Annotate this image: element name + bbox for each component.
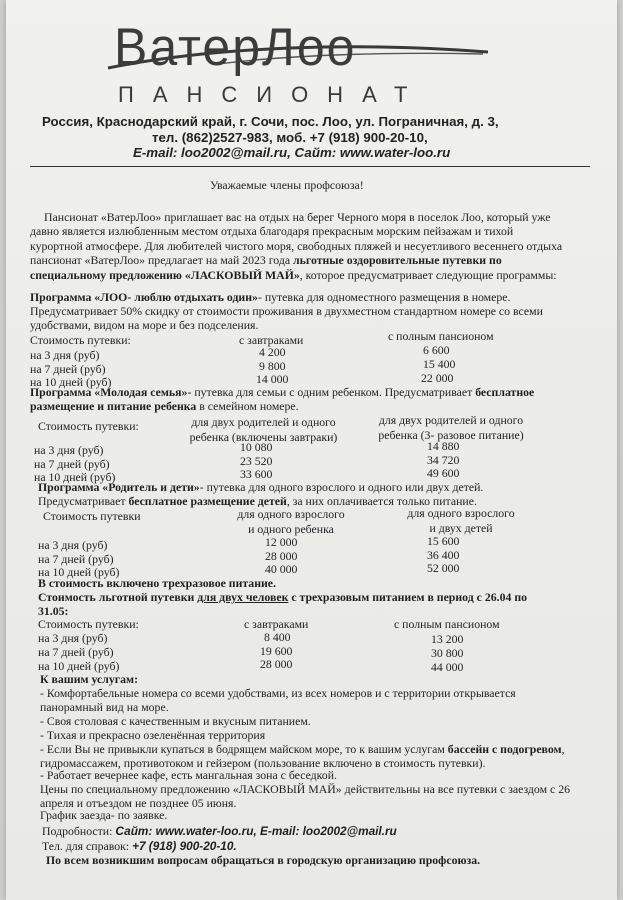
table-cell: 30 800	[431, 646, 464, 660]
table-cell: 15 600	[427, 534, 460, 548]
program3-col1-line2: и одного ребенка	[248, 522, 334, 536]
details-contacts: Сайт: www.water-loo.ru, E-mail: loo2002@mail.ru	[115, 824, 397, 838]
program3-title-rest: - путевка для одного взрослого и одного или двух детей.	[199, 480, 484, 494]
program4-col2: с полным пансионом	[394, 617, 500, 631]
program2-heading	[30, 385, 578, 414]
header-divider	[30, 166, 590, 167]
program2-col1-line1: для двух родителей и одного	[191, 415, 336, 429]
program4-title-end: с трехразовым питанием в период с 26.04 по	[288, 590, 528, 604]
program3-col-label: Стоимость путевки	[43, 509, 141, 523]
table-cell: 28 000	[265, 549, 298, 563]
program2-bold: бесплатное размещение и питание ребенка	[30, 385, 535, 414]
services-item-3: - Тихая и прекрасно озеленённая территория	[40, 728, 266, 742]
table-cell: 14 000	[256, 372, 289, 386]
table-row-label: на 7 дней (руб)	[30, 362, 106, 376]
program2-col-label: Стоимость путевки:	[38, 419, 139, 433]
table-cell: 12 000	[265, 535, 298, 549]
program1-title: Программа «ЛОО- люблю отдыхать один»	[30, 290, 258, 304]
program4-title-start: Стоимость льготной путевки	[38, 590, 198, 604]
program4-heading-cont: 31.05:	[38, 604, 69, 618]
validity-text: Цены по специальному предложению «ЛАСКОВЫЙ МАЙ» действительны на все путевки с заездом с 26 апреля и отъездом не позднее 05 июня.	[40, 782, 571, 811]
program2-title: Программа «Молодая семья»	[30, 385, 188, 399]
schedule-text: График заезда- по заявке.	[40, 808, 168, 822]
table-cell: 14 880	[427, 439, 460, 453]
table-row-label: на 10 дней (руб)	[38, 565, 120, 579]
program4-heading	[38, 590, 527, 605]
table-cell: 40 000	[265, 562, 298, 576]
address-line-2: тел. (862)2527-983, моб. +7 (918) 900-20-10,	[152, 130, 428, 145]
intro-text-end: , которое предусматривает следующие программы:	[299, 267, 557, 282]
program2-col2-line2: ребенка (3- разовое питание)	[378, 428, 524, 442]
table-cell: 10 080	[240, 440, 273, 454]
services-item-4	[40, 742, 580, 771]
services-title: К вашим услугам:	[40, 672, 139, 686]
table-row-label: на 3 дня (руб)	[34, 443, 104, 457]
table-cell: 13 200	[431, 632, 464, 646]
program3-col2	[376, 506, 546, 536]
services-item-2: - Своя столовая с качественным и вкусным питанием.	[40, 714, 311, 728]
services-pool-bold: бассейн с подогревом	[447, 742, 562, 756]
table-cell: 4 200	[259, 345, 286, 359]
table-cell: 34 720	[427, 453, 460, 467]
program1-col1: с завтраками	[239, 333, 304, 347]
final-note: По всем возникшим вопросам обращаться в городскую организацию профсоюза.	[46, 853, 481, 867]
table-cell: 22 000	[421, 371, 454, 385]
program3-desc-end: , за них оплачивается только питание.	[286, 494, 477, 508]
logo-title: ВатерЛоо	[114, 17, 357, 77]
details-label: Подробности:	[42, 824, 116, 838]
address-line-1: Россия, Краснодарский край, г. Сочи, пос. Лоо, ул. Пограничная, д. 3,	[42, 114, 499, 129]
program3-col1	[216, 507, 366, 537]
table-cell: 28 000	[260, 657, 293, 671]
greeting: Уважаемые члены профсоюза!	[210, 178, 364, 192]
document-page	[6, 0, 617, 900]
table-cell: 8 400	[264, 630, 291, 644]
table-row-label: на 7 дней (руб)	[38, 645, 114, 659]
services-item-4-text: - Если Вы не привыкли купаться в бодрящем майском море, то к вашим услугам	[40, 742, 448, 756]
table-row-label: на 3 дня (руб)	[30, 348, 100, 362]
table-cell: 15 400	[423, 357, 456, 371]
program3-col2-line1: для одного взрослого	[407, 506, 515, 520]
intro-paragraph	[30, 210, 568, 282]
table-cell: 33 600	[240, 467, 273, 481]
table-row-label: на 7 дней (руб)	[34, 457, 110, 471]
intro-text: Пансионат «ВатерЛоо» приглашает вас на отдых на берег Черного моря в поселок Лоо, который уже давно является излюбленным местом отдыха благодаря прекрасным морским пейзажам и тихой курортной атмосфере. Для любителей чистого моря, свободных пляжей и несуетливого весеннего отдыха пансионат «ВатерЛоо» предлагает на май 2023 года	[30, 210, 563, 268]
program2-title-rest: - путевка для семьи с одним ребенком. Предусматривает	[187, 385, 476, 399]
table-row-label: на 10 дней (руб)	[34, 470, 116, 484]
table-cell: 23 520	[240, 454, 273, 468]
logo-subtitle: ПАНСИОНАТ	[118, 82, 427, 107]
table-cell: 52 000	[427, 561, 460, 575]
table-cell: 6 600	[423, 343, 450, 357]
program3-note: В стоимость включено трехразовое питание.	[38, 576, 276, 590]
table-row-label: на 10 дней (руб)	[30, 375, 112, 389]
table-row-label: на 3 дня (руб)	[38, 631, 108, 645]
phone-number: +7 (918) 900-20-10.	[132, 839, 237, 853]
program1-heading	[30, 290, 578, 304]
program1-col2: с полным пансионом	[388, 329, 494, 343]
phone-label: Тел. для справок:	[42, 839, 133, 853]
program3-desc-bold: бесплатное размещение детей	[128, 494, 287, 508]
services-item-4-end: , гидромассажем, противотоком и гейзером (пользование включено в стоимость путевки).	[40, 742, 565, 771]
program3-desc-start: Предусматривает	[38, 494, 129, 508]
program2-col2-line1: для двух родителей и одного	[378, 413, 524, 427]
program2-col1-line2: ребенка (включены завтраки)	[189, 430, 338, 444]
address-line-3: E-mail: loo2002@mail.ru, Сайт: www.water-loo.ru	[133, 145, 451, 160]
program4-col-label: Стоимость путевки:	[38, 617, 139, 631]
table-cell: 36 400	[427, 548, 460, 562]
program3-col1-line1: для одного взрослого	[237, 507, 345, 521]
program1-description: Предусматривает 50% скидку от стоимости проживания в двухместном стандартном номере со всеми удобствами, видом на море и без подселения.	[30, 304, 543, 333]
program4-title-underlined: для двух человек	[197, 590, 289, 604]
table-cell: 19 600	[260, 644, 293, 658]
program1-col-label: Стоимость путевки:	[30, 333, 131, 347]
table-cell: 44 000	[431, 660, 464, 674]
program4-col1: с завтраками	[244, 617, 309, 631]
table-cell: 9 800	[259, 359, 286, 373]
program3-heading	[38, 480, 483, 495]
program3-col2-line2: и двух детей	[429, 521, 493, 535]
program1-title-rest: - путевка для одноместного размещения в номере.	[257, 290, 511, 304]
services-item-5: - Работает вечернее кафе, есть мангальная зона с беседкой.	[40, 768, 337, 782]
program2-title-end: в семейном номере.	[196, 399, 299, 414]
intro-offer-name: льготные оздоровительные путевки по специальному предложению «ЛАСКОВЫЙ МАЙ»	[30, 253, 502, 282]
services-item-1: - Комфортабельные номера со всеми удобствами, из всех номеров и с территории открывается панорамный вид на море.	[40, 686, 516, 715]
program3-title: Программа «Родитель и дети»	[38, 480, 200, 494]
table-row-label: на 7 дней (руб)	[38, 552, 114, 566]
table-cell: 49 600	[427, 466, 460, 480]
table-row-label: на 3 дня (руб)	[38, 538, 108, 552]
table-row-label: на 10 дней (руб)	[38, 659, 120, 673]
